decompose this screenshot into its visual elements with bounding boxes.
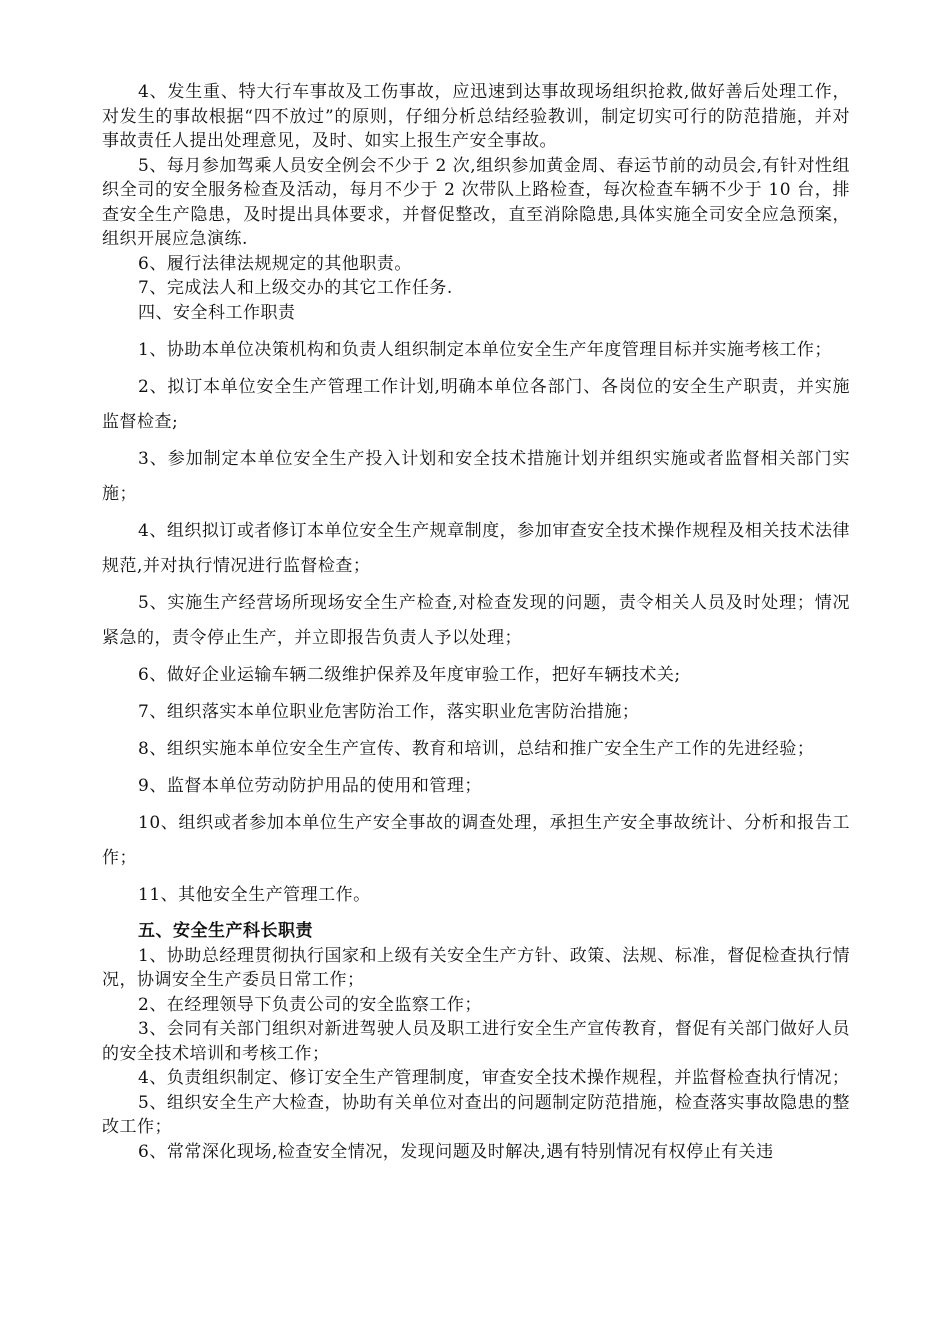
section4-item: 6、做好企业运输车辆二级维护保养及年度审验工作，把好车辆技术关;	[138, 665, 681, 685]
paragraph-s3-item-6: 6、履行法律法规规定的其他职责。	[138, 253, 412, 274]
section5-item: 4、负责组织制定、修订安全生产管理制度，审查安全技术操作规程，并监督检查执行情况；	[138, 1068, 850, 1088]
paragraph-s3-item-5: 5、每月参加驾乘人员安全例会不少于 2 次,组织参加黄金周、春运节前的动员会,有针对性组织全司的安全服务检查及活动，每月不少于 2 次带队上路检查，每次检查车辆不少于 10 台，排查安全生产隐患，及时提出具体要求，并督促整改，直至消除隐患,具体实施全司安全应急预案，组织开展应急演练.	[102, 155, 850, 249]
paragraph-s3-item-7: 7、完成法人和上级交办的其它工作任务.	[138, 278, 453, 298]
section5-heading: 五、安全生产科长职责	[138, 921, 313, 941]
section5-item: 2、在经理领导下负责公司的安全监察工作；	[138, 994, 482, 1015]
section4-item: 7、组织落实本单位职业危害防治工作，落实职业危害防治措施；	[138, 702, 640, 722]
section5-item: 6、常常深化现场,检查安全情况，发现问题及时解决,遇有特别情况有权停止有关违	[138, 1141, 774, 1162]
section4-heading: 四、安全科工作职责	[138, 302, 296, 323]
document-body	[102, 80, 850, 1164]
section4-list	[102, 333, 850, 913]
section5-item: 1、协助总经理贯彻执行国家和上级有关安全生产方针、政策、法规、标准，督促检查执行情况，协调安全生产委员日常工作；	[102, 945, 850, 990]
section4-item: 5、实施生产经营场所现场安全生产检查,对检查发现的问题，责令相关人员及时处理；情况紧急的，责令停止生产，并立即报告负责人予以处理；	[102, 593, 850, 648]
section4-item: 11、其他安全生产管理工作。	[138, 885, 371, 905]
section4-item: 8、组织实施本单位安全生产宣传、教育和培训，总结和推广安全生产工作的先进经验；	[138, 739, 815, 759]
paragraph-s3-item-4: 4、发生重、特大行车事故及工伤事故，应迅速到达事故现场组织抢救,做好善后处理工作，对发生的事故根据“四不放过”的原则，仔细分析总结经验教训，制定切实可行的防范措施，并对事故责任人提出处理意见，及时、如实上报生产安全事故。	[102, 82, 850, 151]
section4-item: 10、组织或者参加本单位生产安全事故的调查处理，承担生产安全事故统计、分析和报告工作；	[102, 813, 850, 868]
section4-item: 2、拟订本单位安全生产管理工作计划,明确本单位各部门、各岗位的安全生产职责，并实施监督检查;	[102, 377, 850, 432]
section5-item: 5、组织安全生产大检查，协助有关单位对查出的问题制定防范措施，检查落实事故隐患的整改工作；	[102, 1092, 850, 1137]
section5-list	[102, 944, 850, 1165]
section5-item: 3、会同有关部门组织对新进驾驶人员及职工进行安全生产宣传教育，督促有关部门做好人员的安全技术培训和考核工作；	[102, 1019, 850, 1064]
section4-item: 3、参加制定本单位安全生产投入计划和安全技术措施计划并组织实施或者监督相关部门实施；	[102, 449, 850, 504]
section4-item: 9、监督本单位劳动防护用品的使用和管理；	[138, 776, 482, 796]
section4-item: 1、协助本单位决策机构和负责人组织制定本单位安全生产年度管理目标并实施考核工作；	[138, 340, 832, 360]
section4-item: 4、组织拟订或者修订本单位安全生产规章制度，参加审查安全技术操作规程及相关技术法律规范,并对执行情况进行监督检查；	[102, 521, 850, 576]
